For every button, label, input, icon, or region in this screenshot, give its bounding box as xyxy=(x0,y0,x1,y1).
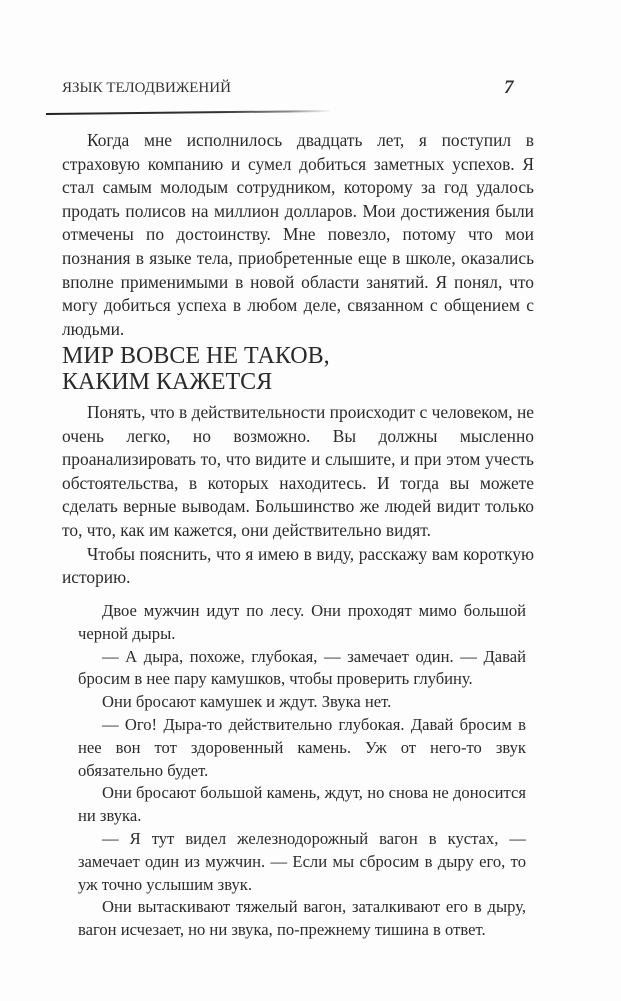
story-paragraph: Они бросают камушек и ждут. Звука нет. xyxy=(102,692,392,712)
header-divider-rule xyxy=(46,110,331,115)
story-block xyxy=(78,600,526,942)
intro-text-block xyxy=(62,129,534,341)
story-paragraph: — Я тут видел железнодорожный вагон в кустах, — замечает один из мужчин. — Если мы сбросим в дыру его, то уж точно услышим звук. xyxy=(78,828,526,894)
story-paragraph: Они вытаскивают тяжелый вагон, заталкивают его в дыру, вагон исчезает, но ни звука, по-прежнему тишина в ответ. xyxy=(78,897,526,940)
paragraph: Когда мне исполнилось двадцать лет, я поступил в страховую компанию и сумел добиться заметных успехов. Я стал самым молодым сотрудником, которому за год удалось продать полисов на миллион долларов. Мои достижения были отмечены по достоинству. Мне повезло, потому что мои познания в языке тела, приобретенные еще в школе, оказались вполне применимыми в новой области занятий. Я понял, что могу добиться успеха в любом деле, связанном с общением с людьми. xyxy=(62,130,534,339)
section-heading-line-1: МИР ВОВСЕ НЕ ТАКОВ, xyxy=(62,343,330,369)
paragraph: Понять, что в действительности происходит с человеком, не очень легко, но возможно. Вы должны мысленно проанализировать то, что видите и слышите, и при этом учесть обстоятельства, в которых находитесь. И тогда вы можете сделать верные выводам. Большинство же людей видит только то, что, как им кажется, они действительно видят. xyxy=(62,402,534,540)
story-paragraph: Они бросают большой камень, ждут, но снова не доносится ни звука. xyxy=(78,783,526,826)
story-paragraph: Двое мужчин идут по лесу. Они проходят мимо большой черной дыры. xyxy=(78,601,526,643)
paragraph: Чтобы пояснить, что я имею в виду, расскажу вам короткую историю. xyxy=(62,543,534,588)
story-paragraph: — А дыра, похоже, глубокая, — замечает один. — Давай бросим в нее пару камушков, чтобы проверить глубину. xyxy=(78,646,526,689)
section-heading-line-2: КАКИМ КАЖЕТСЯ xyxy=(62,369,273,395)
section-heading xyxy=(62,343,534,395)
story-paragraph: — Ого! Дыра-то действительно глубокая. Давай бросим в нее вон тот здоровенный камень. Уж от него-то звук обязательно будет. xyxy=(78,714,526,780)
section-text-block xyxy=(62,401,534,590)
running-head-title: ЯЗЫК ТЕЛОДВИЖЕНИЙ xyxy=(62,80,231,96)
page-number: 7 xyxy=(504,77,514,98)
